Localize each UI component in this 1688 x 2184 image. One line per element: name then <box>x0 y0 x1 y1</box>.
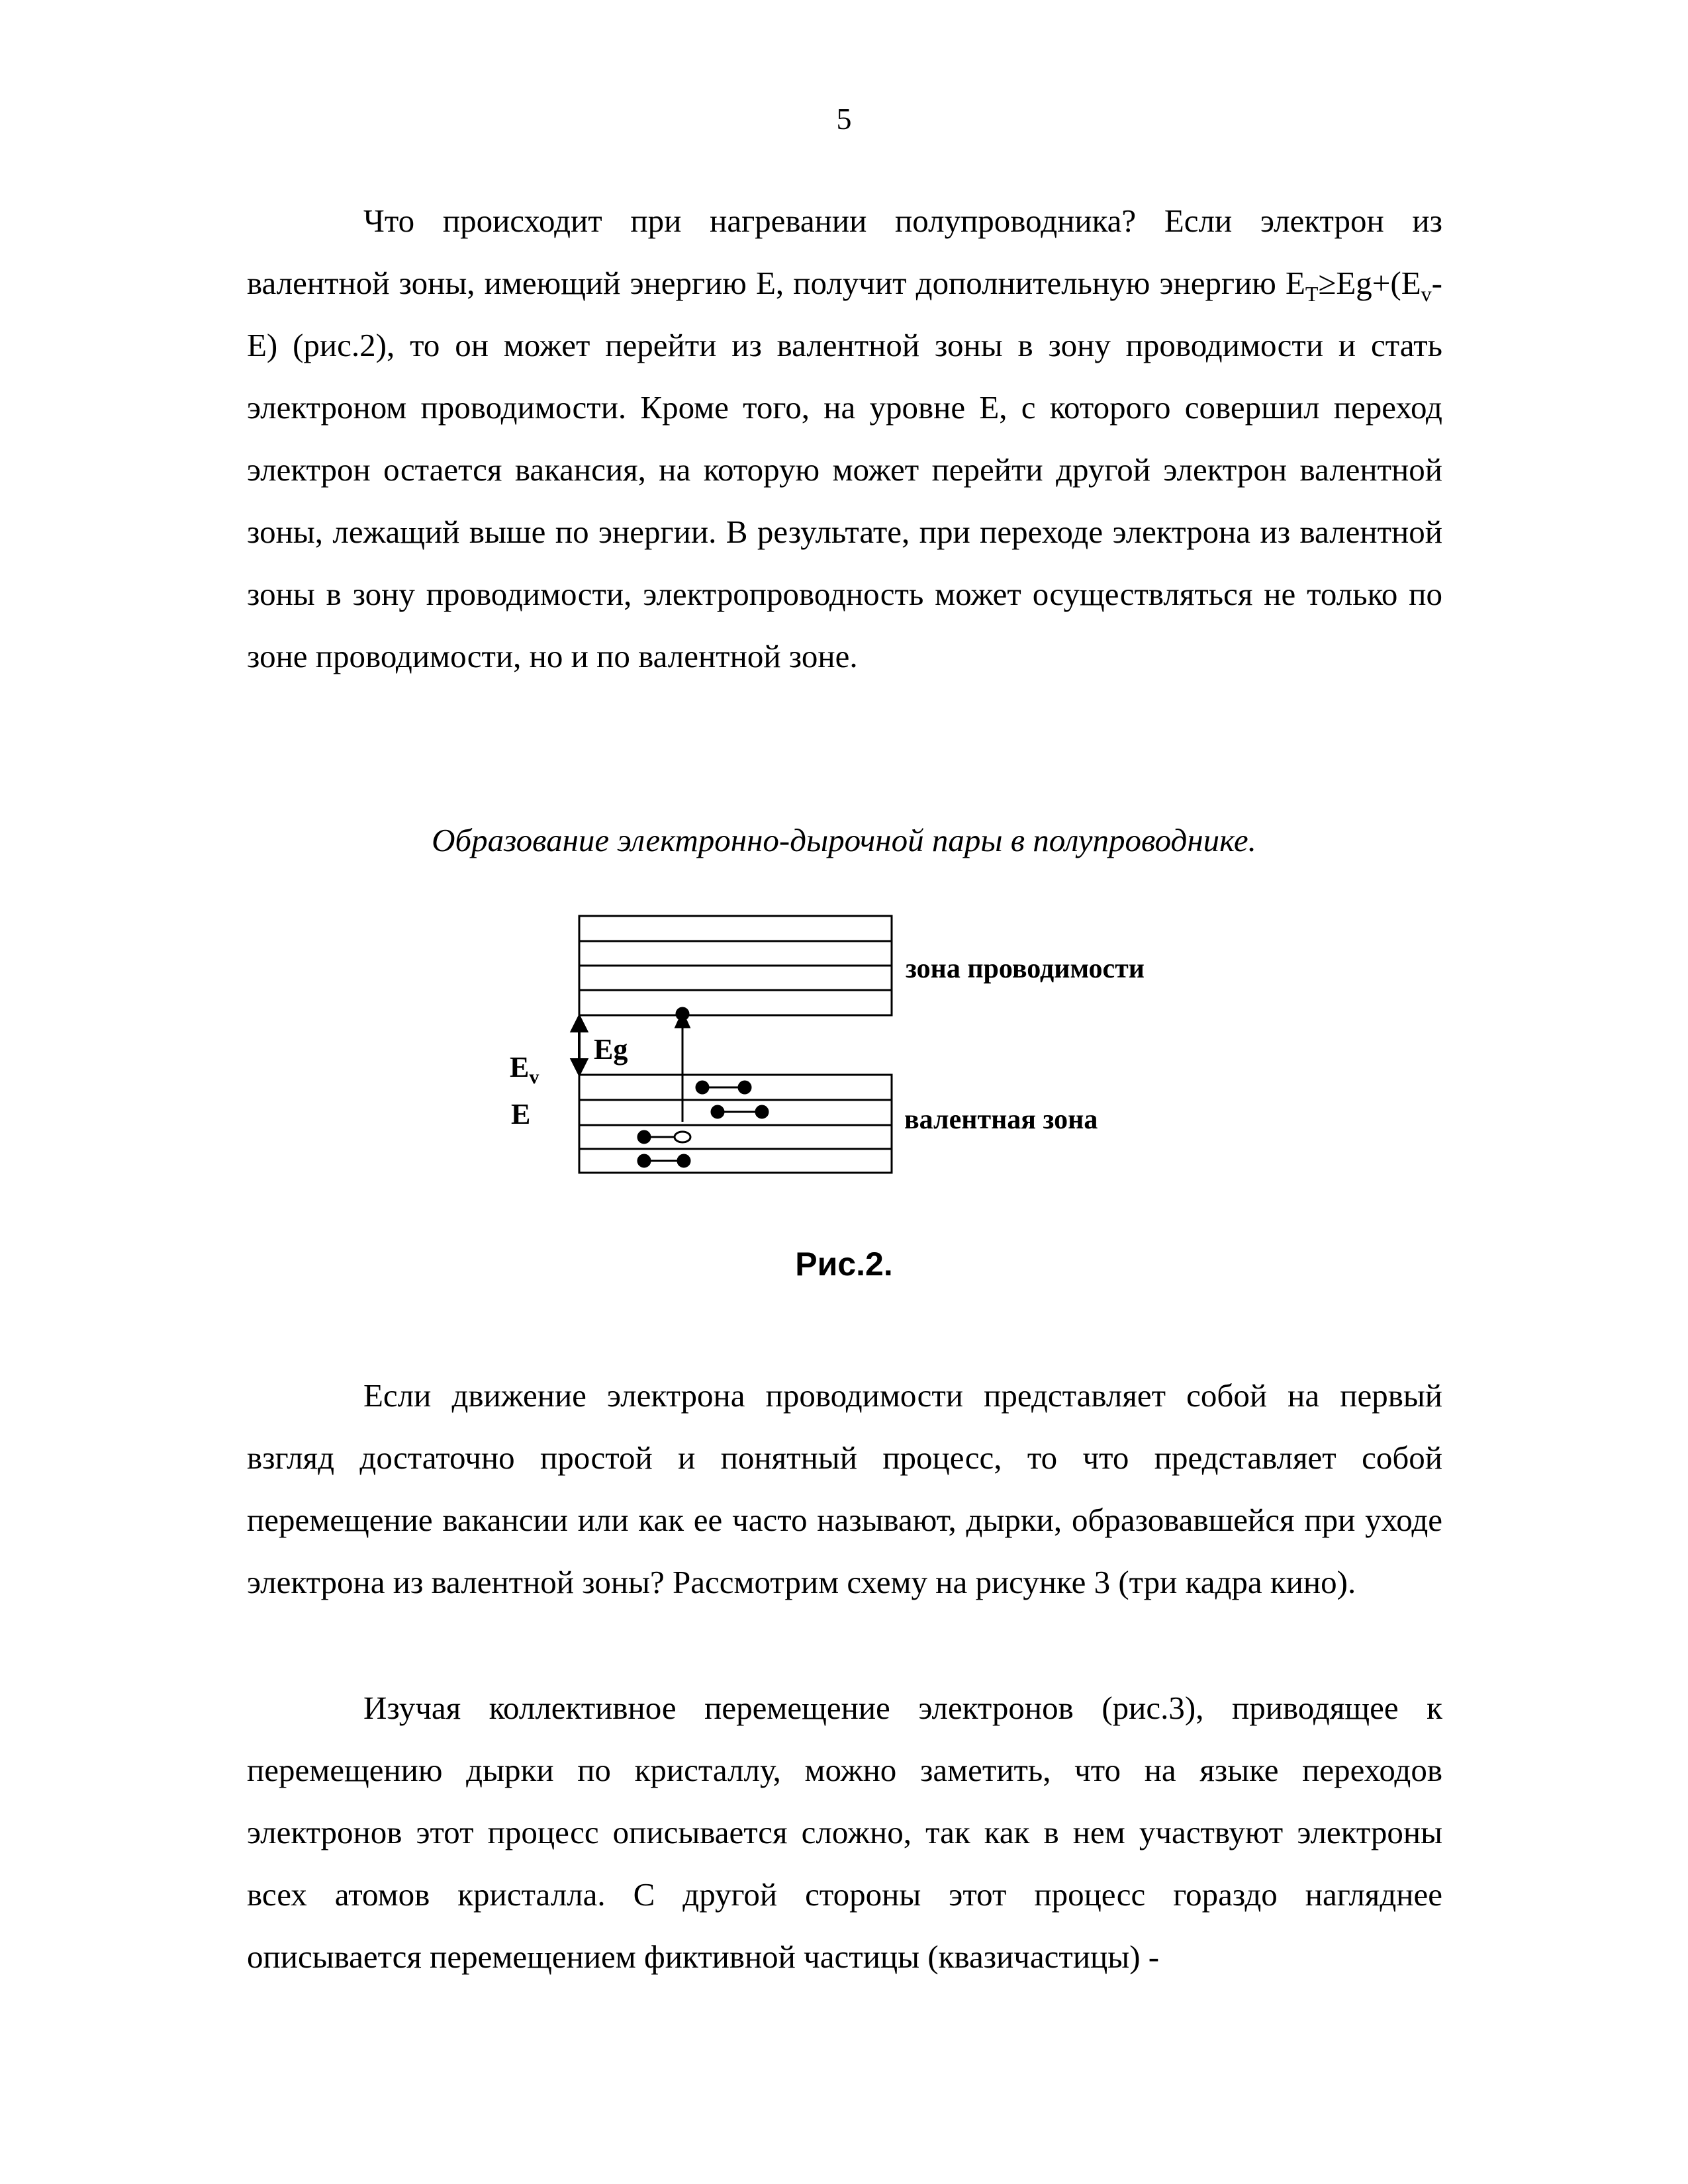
valence-band-label: валентная зона <box>904 1105 1098 1135</box>
transition-arrow <box>676 1013 689 1122</box>
electron <box>739 1081 751 1093</box>
paragraph-hole-question-text: Если движение электрона проводимости представляет собой на первый взгляд достаточно простой и понятный процесс, то что представляет собой перемещение вакансии или как ее часто называют, дырки, образовавшейся при уходе электрона из валентной зоны? Рассмотрим схему на рисунке 3 (три кадра кино). <box>247 1377 1442 1600</box>
hole <box>675 1132 690 1142</box>
figure-title: Образование электронно-дырочной пары в полупроводнике. <box>432 822 1256 858</box>
paragraph-hole-question <box>247 1365 1442 1614</box>
paragraph-collective-motion-text: Изучая коллективное перемещение электронов (рис.3), приводящее к перемещению дырки по кристаллу, можно заметить, что на языке переходов электронов этот процесс описывается сложно, так как в нем участвуют электроны всех атомов кристалла. С другой стороны этот процесс гораздо нагляднее описывается перемещением фиктивной частицы (квазичастицы) - <box>247 1690 1442 1975</box>
paragraph-heating-text-2: ≥Eg+(E <box>1318 265 1421 301</box>
electrons <box>638 1008 768 1167</box>
electron-conduction <box>677 1008 688 1020</box>
electron <box>712 1106 724 1118</box>
valence-band <box>579 1075 892 1173</box>
paragraph-heating-text-1: Что происходит при нагревании полупроводника? Если электрон из валентной зоны, имеющий энергию Е, получит дополнительную энергию Е <box>247 203 1442 301</box>
e-label: E <box>511 1098 531 1130</box>
subscript-v: v <box>1421 281 1432 306</box>
electron <box>756 1106 768 1118</box>
page-number: 5 <box>836 102 852 136</box>
electron <box>638 1131 650 1143</box>
conduction-band-label: зона проводимости <box>906 954 1145 984</box>
conduction-band <box>579 916 892 1015</box>
eg-arrow <box>572 1017 586 1074</box>
electron <box>638 1155 650 1167</box>
electron <box>696 1081 708 1093</box>
eg-label: Eg <box>594 1033 628 1066</box>
band-diagram <box>490 913 1231 1191</box>
subscript-t: T <box>1305 281 1319 306</box>
figure-caption: Рис.2. <box>795 1246 893 1283</box>
paragraph-heating <box>247 190 1442 688</box>
ev-label: $E_v$ <box>510 1051 539 1088</box>
electron <box>678 1155 690 1167</box>
paragraph-collective-motion <box>247 1677 1442 1988</box>
paragraph-heating-text-3: -E) (рис.2), то он может перейти из валентной зоны в зону проводимости и стать электроном проводимости. Кроме того, на уровне Е, с которого совершил переход электрон остается вакансия, на которую может перейти другой электрон валентной зоны, лежащий выше по энергии. В результате, при переходе электрона из валентной зоны в зону проводимости, электропроводность может осуществляться не только по зоне проводимости, но и по валентной зоне. <box>247 265 1442 674</box>
